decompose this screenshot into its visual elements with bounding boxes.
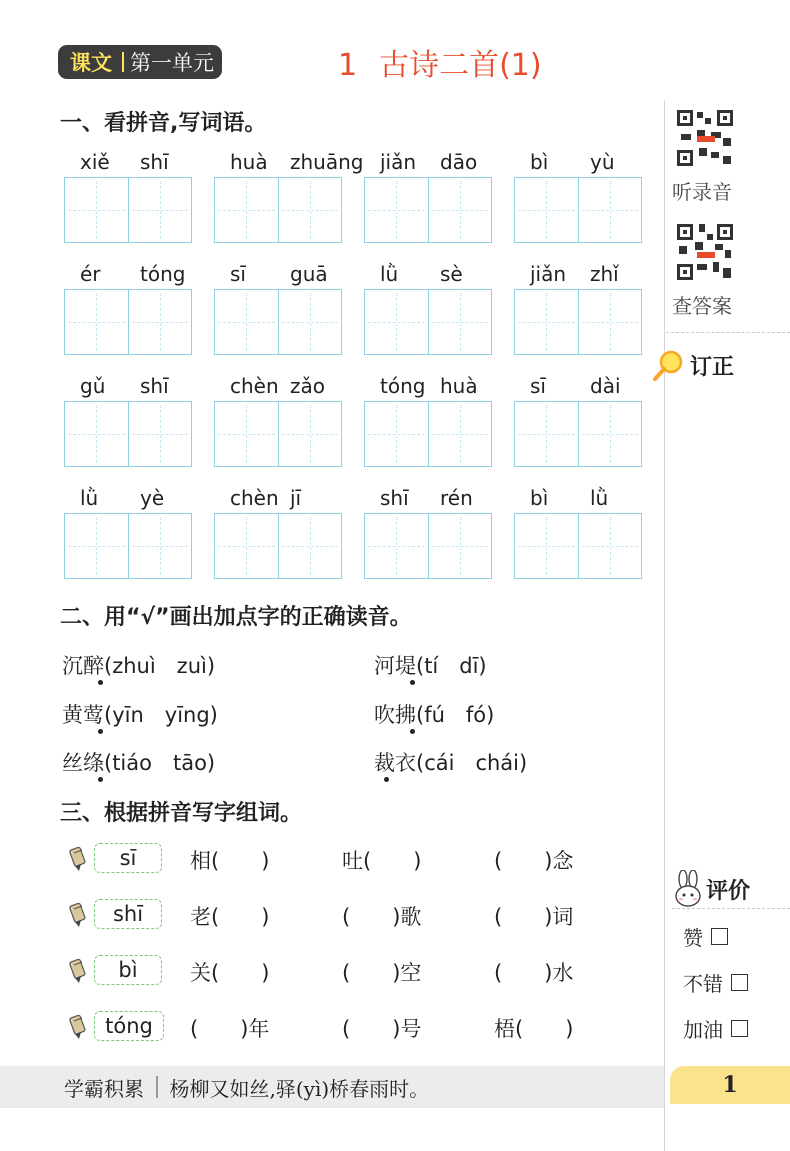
writing-grid-box[interactable] — [64, 401, 192, 467]
sidebar-divider-dashed — [666, 332, 790, 333]
word-blank[interactable]: 吐( ) — [342, 849, 422, 873]
section1-heading: 一、看拼音,写词语。 — [60, 111, 267, 136]
footer-label: 学霸积累 — [64, 1076, 144, 1101]
writing-cell[interactable] — [278, 514, 342, 578]
reading-item[interactable]: 沉醉(zhuì zuì) — [62, 654, 216, 678]
pinyin-syllable: gǔ — [80, 374, 106, 398]
unit-tag — [58, 45, 222, 79]
writing-grid-box[interactable] — [214, 177, 342, 243]
pinyin-syllable: yù — [590, 150, 615, 174]
pencil-icon — [66, 845, 92, 871]
writing-grid-box[interactable] — [364, 289, 492, 355]
section3-heading: 三、根据拼音写字组词。 — [60, 801, 303, 826]
pinyin-syllable: jiǎn — [380, 150, 417, 174]
writing-cell[interactable] — [578, 402, 642, 466]
word-blank[interactable]: 老( ) — [190, 905, 270, 929]
writing-cell[interactable] — [578, 514, 642, 578]
footer-banner — [0, 1066, 664, 1108]
pinyin-syllable: bì — [530, 150, 549, 174]
rating-label: 赞 — [683, 926, 703, 950]
pinyin-box: bì — [94, 955, 162, 985]
magnifier-icon — [652, 348, 686, 382]
writing-cell[interactable] — [65, 514, 128, 578]
word-blank[interactable]: ( )号 — [342, 1017, 422, 1041]
writing-cell[interactable] — [515, 514, 578, 578]
rating-label: 不错 — [683, 972, 723, 996]
writing-cell[interactable] — [128, 514, 192, 578]
pinyin-syllable: jī — [290, 486, 302, 510]
writing-cell[interactable] — [65, 178, 128, 242]
pinyin-syllable: ér — [80, 262, 101, 286]
bunny-icon — [672, 870, 704, 908]
pinyin-syllable: tóng — [140, 262, 186, 286]
pinyin-syllable: chèn — [230, 486, 279, 510]
writing-cell[interactable] — [215, 402, 278, 466]
writing-cell[interactable] — [365, 514, 428, 578]
pinyin-syllable: bì — [530, 486, 549, 510]
pinyin-syllable: shī — [140, 374, 169, 398]
word-blank[interactable]: 相( ) — [190, 849, 270, 873]
emphasis-dot — [410, 729, 415, 734]
correction-label: 订正 — [690, 354, 735, 380]
word-blank[interactable]: ( )歌 — [342, 905, 422, 929]
rating-checkbox[interactable] — [711, 928, 728, 945]
unit-tag-divider — [122, 52, 124, 72]
pinyin-syllable: dāo — [440, 150, 478, 174]
word-blank[interactable]: ( )词 — [494, 905, 574, 929]
writing-cell[interactable] — [365, 402, 428, 466]
check-answers-label[interactable]: 查答案 — [672, 294, 732, 318]
word-blank[interactable]: ( )空 — [342, 961, 422, 985]
emphasis-dot — [410, 680, 415, 685]
pinyin-syllable: sī — [530, 374, 546, 398]
rating-checkbox[interactable] — [731, 1020, 748, 1037]
rating-option[interactable] — [683, 922, 728, 951]
writing-grid-box[interactable] — [364, 401, 492, 467]
pencil-icon — [66, 901, 92, 927]
writing-grid-box[interactable] — [64, 289, 192, 355]
writing-cell[interactable] — [428, 178, 492, 242]
qr-code-icon[interactable] — [675, 222, 735, 282]
unit-tag-category: 课文 — [70, 51, 112, 75]
section2-heading: 二、用“√”画出加点字的正确读音。 — [60, 605, 412, 630]
pinyin-syllable: zhuāng — [290, 150, 364, 174]
pinyin-syllable: zhǐ — [590, 262, 619, 286]
pinyin-box: shī — [94, 899, 162, 929]
writing-grid-box[interactable] — [514, 401, 642, 467]
pinyin-box: sī — [94, 843, 162, 873]
qr-code-icon[interactable] — [675, 108, 735, 168]
writing-cell[interactable] — [515, 178, 578, 242]
pinyin-syllable: tóng — [380, 374, 426, 398]
reading-item[interactable]: 裁衣(cái chái) — [374, 751, 528, 775]
emphasis-dot — [384, 777, 389, 782]
pinyin-syllable: huà — [440, 374, 478, 398]
reading-item[interactable]: 丝绦(tiáo tāo) — [62, 751, 216, 775]
writing-cell[interactable] — [215, 290, 278, 354]
writing-grid-box[interactable] — [64, 177, 192, 243]
writing-cell[interactable] — [515, 402, 578, 466]
rating-option[interactable] — [683, 968, 748, 997]
pinyin-syllable: shī — [140, 150, 169, 174]
lesson-title — [338, 40, 542, 84]
rating-label: 加油 — [683, 1018, 723, 1042]
writing-cell[interactable] — [278, 290, 342, 354]
writing-grid-box[interactable] — [214, 401, 342, 467]
sidebar-divider — [664, 100, 665, 1151]
writing-cell[interactable] — [215, 178, 278, 242]
lesson-name: 古诗二首(1) — [379, 48, 542, 83]
correction-header — [652, 348, 734, 382]
pinyin-syllable: sè — [440, 262, 463, 286]
pinyin-syllable: lǜ — [380, 262, 399, 286]
rating-checkbox[interactable] — [731, 974, 748, 991]
writing-cell[interactable] — [128, 290, 192, 354]
evaluation-label: 评价 — [706, 878, 751, 904]
pinyin-syllable: guā — [290, 262, 328, 286]
writing-cell[interactable] — [128, 402, 192, 466]
rating-option[interactable] — [683, 1014, 748, 1043]
writing-cell[interactable] — [428, 402, 492, 466]
pinyin-syllable: yè — [140, 486, 165, 510]
writing-cell[interactable] — [515, 290, 578, 354]
reading-item[interactable]: 吹拂(fú fó) — [374, 703, 495, 727]
word-blank[interactable]: 关( ) — [190, 961, 270, 985]
pinyin-syllable: xiě — [80, 150, 110, 174]
pinyin-syllable: shī — [380, 486, 409, 510]
emphasis-dot — [98, 729, 103, 734]
lesson-number: 1 — [338, 48, 358, 83]
reading-item[interactable]: 黄莺(yīn yīng) — [62, 703, 218, 727]
emphasis-dot — [98, 680, 103, 685]
writing-grid-box[interactable] — [214, 289, 342, 355]
listen-audio-label[interactable]: 听录音 — [672, 180, 732, 204]
emphasis-dot — [98, 777, 103, 782]
writing-grid-box[interactable] — [214, 513, 342, 579]
writing-cell[interactable] — [278, 178, 342, 242]
word-blank[interactable]: ( )水 — [494, 961, 574, 985]
word-blank[interactable]: ( )年 — [190, 1017, 270, 1041]
pinyin-syllable: lǜ — [80, 486, 99, 510]
pinyin-syllable: lǜ — [590, 486, 609, 510]
writing-grid-box[interactable] — [514, 513, 642, 579]
writing-grid-box[interactable] — [364, 177, 492, 243]
pinyin-syllable: jiǎn — [530, 262, 567, 286]
pinyin-syllable: rén — [440, 486, 473, 510]
reading-item[interactable]: 河堤(tí dī) — [374, 654, 487, 678]
unit-tag-unit: 第一单元 — [130, 51, 214, 75]
pinyin-syllable: zǎo — [290, 374, 325, 398]
pencil-icon — [66, 1013, 92, 1039]
writing-grid-box[interactable] — [514, 177, 642, 243]
writing-grid-box[interactable] — [64, 513, 192, 579]
pinyin-box: tóng — [94, 1011, 164, 1041]
word-blank[interactable]: ( )念 — [494, 849, 574, 873]
writing-cell[interactable] — [365, 290, 428, 354]
writing-cell[interactable] — [65, 290, 128, 354]
writing-cell[interactable] — [215, 514, 278, 578]
footer-text: 杨柳又如丝,驿(yì)桥春雨时。 — [169, 1076, 430, 1101]
evaluation-header — [672, 870, 750, 908]
writing-cell[interactable] — [578, 178, 642, 242]
writing-cell[interactable] — [365, 178, 428, 242]
footer-divider — [156, 1076, 158, 1098]
writing-cell[interactable] — [578, 290, 642, 354]
writing-cell[interactable] — [428, 290, 492, 354]
writing-cell[interactable] — [278, 402, 342, 466]
pinyin-syllable: huà — [230, 150, 268, 174]
page-number: 1 — [670, 1066, 790, 1104]
writing-cell[interactable] — [65, 402, 128, 466]
writing-grid-box[interactable] — [514, 289, 642, 355]
writing-cell[interactable] — [428, 514, 492, 578]
pinyin-syllable: chèn — [230, 374, 279, 398]
evaluation-divider — [672, 908, 790, 909]
writing-cell[interactable] — [128, 178, 192, 242]
writing-grid-box[interactable] — [364, 513, 492, 579]
word-blank[interactable]: 梧( ) — [494, 1017, 574, 1041]
pinyin-syllable: dài — [590, 374, 621, 398]
pinyin-syllable: sī — [230, 262, 246, 286]
pencil-icon — [66, 957, 92, 983]
